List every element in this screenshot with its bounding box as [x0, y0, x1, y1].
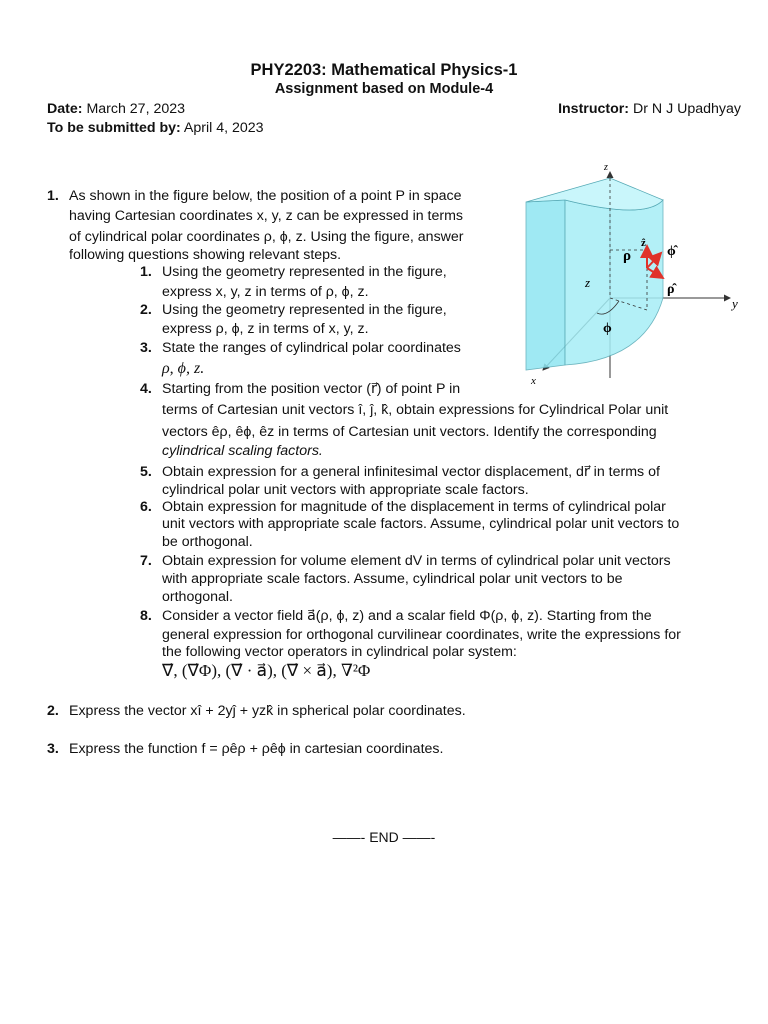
subquestion-number: 3.	[140, 340, 152, 356]
instructor-value: Dr N J Upadhyay	[632, 101, 741, 117]
z-axis-label: z	[604, 162, 608, 173]
subquestion-number: 7.	[140, 553, 152, 569]
date-line	[47, 101, 185, 117]
subquestion-text: Obtain expression for volume element dV in terms of cylindrical polar unit vectors	[162, 553, 671, 569]
x-axis-label: x	[531, 375, 536, 387]
subquestion-text: ρ, ϕ, z.	[162, 360, 205, 377]
height-label: z	[585, 275, 591, 290]
submit-value: April 4, 2023	[183, 120, 264, 136]
unit-phi-label: ϕ̂	[667, 244, 676, 259]
page-title: PHY2203: Mathematical Physics-1	[250, 61, 518, 79]
unit-rho-label: ρ̂	[667, 282, 675, 297]
subquestion-text: Obtain expression for magnitude of the displacement in terms of cylindrical polar	[162, 499, 666, 515]
page-subtitle: Assignment based on Module-4	[274, 81, 494, 97]
question-text: Express the function f = ρêρ + ρêϕ in cartesian coordinates.	[69, 741, 444, 757]
question-number: 3.	[47, 741, 59, 757]
submit-label: To be submitted by:	[47, 120, 181, 136]
question-text: of cylindrical polar coordinates ρ, ϕ, z. Using the figure, answer	[69, 229, 464, 245]
subquestion-text: express x, y, z in terms of ρ, ϕ, z.	[162, 284, 369, 300]
operator-list: ∇⃗, (∇⃗Φ), (∇⃗ · a⃗), (∇⃗ × a⃗), ∇²Φ	[162, 661, 371, 680]
subquestion-text: Using the geometry represented in the figure,	[162, 302, 447, 318]
phi-angle-label: ϕ	[603, 321, 612, 336]
subquestion-text: cylindrical polar unit vectors with appropriate scale factors.	[162, 482, 529, 498]
subquestion-text: be orthogonal.	[162, 534, 253, 550]
subquestion-number: 6.	[140, 499, 152, 515]
question-number: 1.	[47, 188, 59, 204]
subquestion-number: 2.	[140, 302, 152, 318]
subquestion-text: State the ranges of cylindrical polar coordinates	[162, 340, 461, 356]
rho-label: ρ	[623, 248, 632, 264]
question-text: As shown in the figure below, the position of a point P in space	[69, 188, 462, 204]
subquestion-text: cylindrical scaling factors.	[162, 443, 323, 459]
cylinder-curved-face	[565, 200, 663, 365]
subquestion-text: vectors êρ, êϕ, êz in terms of Cartesian unit vectors. Identify the corresponding	[162, 424, 657, 440]
subquestion-text: with appropriate scale factors. Assume, cylindrical polar unit vectors to be	[162, 571, 623, 587]
submit-line	[47, 120, 264, 136]
subquestion-text: Using the geometry represented in the figure,	[162, 264, 447, 280]
date-value: March 27, 2023	[86, 101, 186, 117]
subquestion-text: terms of Cartesian unit vectors î, ĵ, k̂, obtain expressions for Cylindrical Polar unit	[162, 402, 669, 418]
subquestion-text: Starting from the position vector (r⃗) of point P in	[162, 381, 461, 397]
subquestion-text: orthogonal.	[162, 589, 233, 605]
subquestion-text: express ρ, ϕ, z in terms of x, y, z.	[162, 321, 369, 337]
question-text: Express the vector xî + 2yĵ + yzk̂ in spherical polar coordinates.	[69, 703, 466, 719]
cylindrical-coordinates-figure	[525, 160, 747, 388]
date-label: Date:	[47, 101, 83, 117]
cylinder-left-face	[526, 200, 565, 370]
subquestion-text: Consider a vector field a⃗(ρ, ϕ, z) and a scalar field Φ(ρ, ϕ, z). Starting from the	[162, 608, 652, 624]
unit-z-label: ẑ	[641, 237, 646, 249]
y-axis-label: y	[732, 296, 738, 311]
question-number: 2.	[47, 703, 59, 719]
question-text: following questions showing relevant steps.	[69, 247, 342, 263]
subquestion-text: the following vector operators in cylindrical polar system:	[162, 644, 517, 660]
subquestion-number: 4.	[140, 381, 152, 397]
instructor-line	[558, 101, 741, 117]
question-text: having Cartesian coordinates x, y, z can be expressed in terms	[69, 208, 464, 224]
subquestion-number: 1.	[140, 264, 152, 280]
instructor-label: Instructor:	[558, 101, 630, 117]
subquestion-number: 5.	[140, 464, 152, 480]
subquestion-text: unit vectors with appropriate scale factors. Assume, cylindrical polar unit vectors to	[162, 516, 680, 532]
subquestion-number: 8.	[140, 608, 152, 624]
subquestion-text: general expression for orthogonal curvilinear coordinates, write the expressions for	[162, 627, 681, 643]
end-marker: ——- END ——-	[332, 829, 436, 845]
subquestion-text: Obtain expression for a general infinitesimal vector displacement, dr⃗ in terms of	[162, 464, 660, 480]
